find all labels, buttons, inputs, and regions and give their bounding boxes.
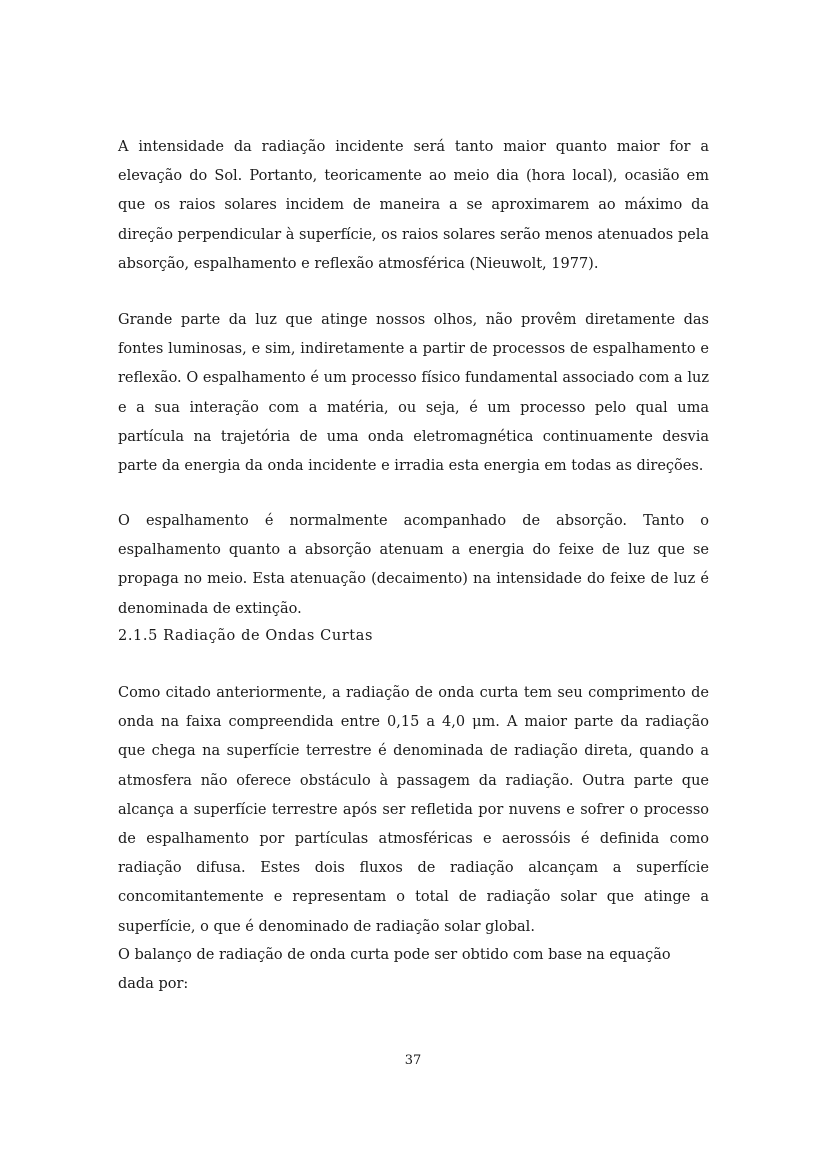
paragraph-shortwave-radiation: Como citado anteriormente, a radiação de onda curta tem seu comprimento de onda na faixa compreendida entre 0,15 a 4,0 μm. A maior parte da radiação que chega na superfície terrestre é denominada de radiação direta, quando a atmosfera não oferece obstáculo à passagem da radiação. Outra parte que alcança a superfície terrestre após ser refletida por nuvens e sofrer o processo de espalhamento por partículas atmosféricas e aerossóis é definida como radiação difusa. Estes dois fluxos de radiação alcançam a superfície concomitantemente e representam o total de radiação solar que atinge a superfície, o que é denominado de radiação solar global. bbox=[118, 685, 709, 935]
page-number: 37 bbox=[404, 1053, 422, 1068]
paragraph-extinction: O espalhamento é normalmente acompanhado de absorção. Tanto o espalhamento quanto a absorção atenuam a energia do feixe de luz que se propaga no meio. Esta atenuação (decaimento) na intensidade do feixe de luz é denominada de extinção. bbox=[118, 513, 709, 617]
paragraph-light-scattering: Grande parte da luz que atinge nossos olhos, não provêm diretamente das fontes luminosas, e sim, indiretamente a partir de processos de espalhamento e reflexão. O espalhamento é um processo físico fundamental associado com a luz e a sua interação com a matéria, ou seja, é um processo pelo qual uma partícula na trajetória de uma onda eletromagnética continuamente desvia parte da energia da onda incidente e irradia esta energia em todas as direções. bbox=[118, 312, 709, 475]
paragraph-shortwave-balance: O balanço de radiação de onda curta pode ser obtido com base na equação dada por: bbox=[118, 947, 671, 993]
paragraph-radiation-intensity: A intensidade da radiação incidente será tanto maior quanto maior for a elevação do Sol. Portanto, teoricamente ao meio dia (hora local), ocasião em que os raios solares incidem de maneira a se aproximarem ao máximo da direção perpendicular à superfície, os raios solares serão menos atenuados pela absorção, espalhamento e reflexão atmosférica (Nieuwolt, 1977). bbox=[118, 139, 709, 272]
section-heading: 2.1.5 Radiação de Ondas Curtas bbox=[118, 628, 374, 644]
